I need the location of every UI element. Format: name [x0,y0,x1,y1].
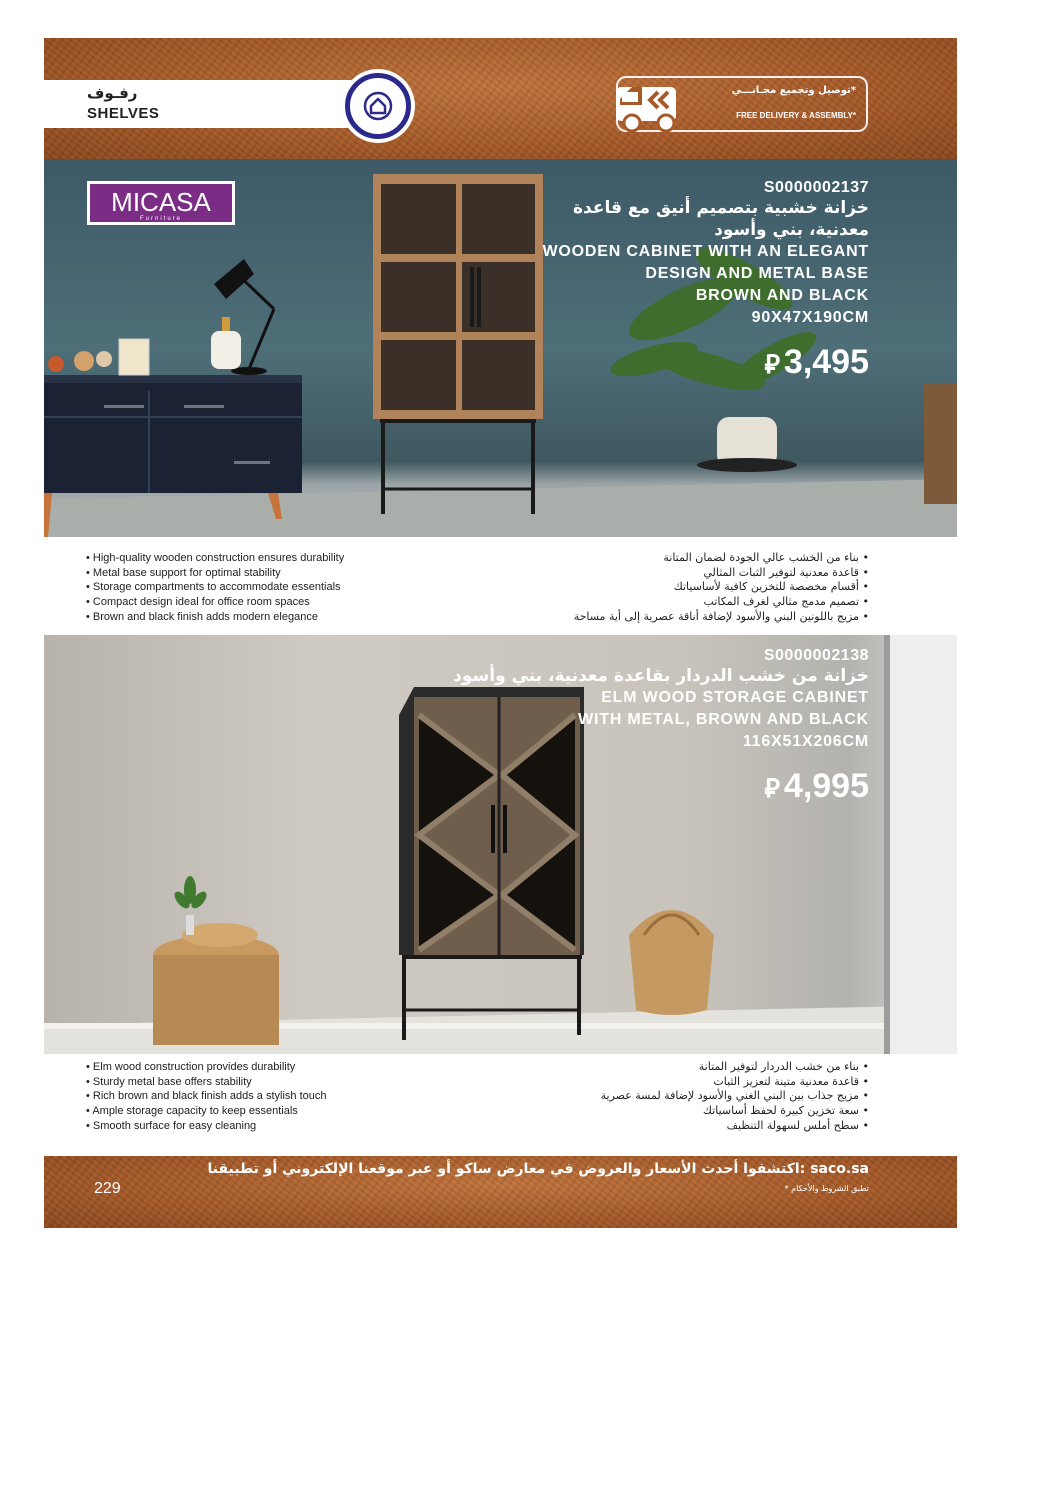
footer-banner [44,1156,957,1228]
list-item: • مزيج باللونين البني والأسود لإضافة أناقة عصرية إلى أية مساحة [573,609,869,623]
product-info-1 [543,179,870,382]
list-item: • أقسام مخصصة للتخزين كافية لأساسياتك [673,580,869,594]
list-item: • بناء من خشب الدردار لتوفير المتانة [698,1060,869,1073]
list-item: • High-quality wooden construction ensures durability [86,552,345,564]
product-name-ar: خزانة من خشب الدردار بقاعدة معدنية، بني وأسود [453,666,869,686]
list-item: • سعة تخزين كبيرة لحفظ أساسياتك [702,1104,869,1118]
product-name-en: ELM WOOD STORAGE CABINET [601,689,869,706]
micasa-logo-text: MICASA [111,187,211,217]
list-item: • Brown and black finish adds modern elegance [86,610,318,623]
home-badge [345,73,411,139]
list-item: • قاعدة معدنية لتوفير الثبات المثالي [703,565,869,579]
section-title-ar: رفـوف [87,84,138,102]
list-item: • Smooth surface for easy cleaning [86,1119,257,1132]
page-number: 229 [94,1180,121,1197]
product-name-en: BROWN AND BLACK [695,287,869,304]
delivery-text-en: FREE DELIVERY & ASSEMBLY* [736,111,856,120]
features-list-en-1 [86,551,344,625]
product-name-en: WOODEN CABINET WITH AN ELEGANT [542,243,869,260]
product-dimensions: 116X51X206CM [742,733,869,750]
list-item: • بناء من الخشب عالي الجودة لضمان المتانة [663,551,869,564]
product-name-en: DESIGN AND METAL BASE [645,265,869,282]
price-value: 3,495 [783,343,869,381]
product-photo-1 [44,159,957,537]
product-name-en: WITH METAL, BROWN AND BLACK [578,711,869,728]
delivery-text-ar: توصيل وتجميع مجـانـــي* [731,85,856,96]
price-value: 4,995 [783,767,869,805]
features-list-ar-1 [574,551,869,625]
list-item: • قاعدة معدنية متينة لتعزيز الثبات [713,1074,869,1088]
product-price [543,343,870,382]
micasa-logo [87,181,235,225]
free-delivery-badge [616,76,868,132]
product-photo-2 [44,635,957,1054]
list-item: • Compact design ideal for office room spaces [86,596,310,609]
list-item: • مزيج جذاب بين البني الغني والأسود لإضافة لمسة عصرية [600,1089,869,1103]
list-item: • Rich brown and black finish adds a stylish touch [86,1090,327,1103]
features-list-ar-2 [601,1060,869,1134]
product-name-ar: معدنية، بني وأسود [714,220,869,240]
list-item: • Metal base support for optimal stability [86,566,281,579]
section-tab [44,80,379,128]
list-item: • سطح أملس لسهولة التنظيف [726,1118,869,1132]
header-banner [44,38,957,159]
product-dimensions: 90X47X190CM [751,309,869,326]
list-item: • Ample storage capacity to keep essentials [86,1105,298,1118]
product-price [453,767,869,806]
product-code: S0000002138 [763,647,869,664]
list-item: • Elm wood construction provides durability [86,1061,296,1073]
terms-note: * تطبق الشروط والأحكام [784,1184,869,1193]
riyal-currency-icon: ⃁ [764,349,780,379]
riyal-currency-icon: ⃁ [764,773,780,803]
list-item: • تصميم مدمج مثالي لغرف المكاتب [703,595,869,609]
home-icon [363,91,393,121]
features-list-en-2 [86,1060,327,1134]
delivery-truck-icon [612,75,702,137]
footer-cta: اكتشفوا أحدث الأسعار والعروض في معارض ساكو أو عبر موقعنا الإلكتروني أو تطبيقنا: saco.sa [207,1161,869,1177]
product-name-ar: خزانة خشبية بتصميم أنيق مع قاعدة [572,198,869,218]
product-info-2 [453,647,869,806]
product-code: S0000002137 [763,179,869,196]
list-item: • Storage compartments to accommodate essentials [86,581,341,594]
section-title-en: SHELVES [87,105,160,122]
list-item: • Sturdy metal base offers stability [86,1075,252,1088]
micasa-logo-sub: Furniture [139,216,183,222]
